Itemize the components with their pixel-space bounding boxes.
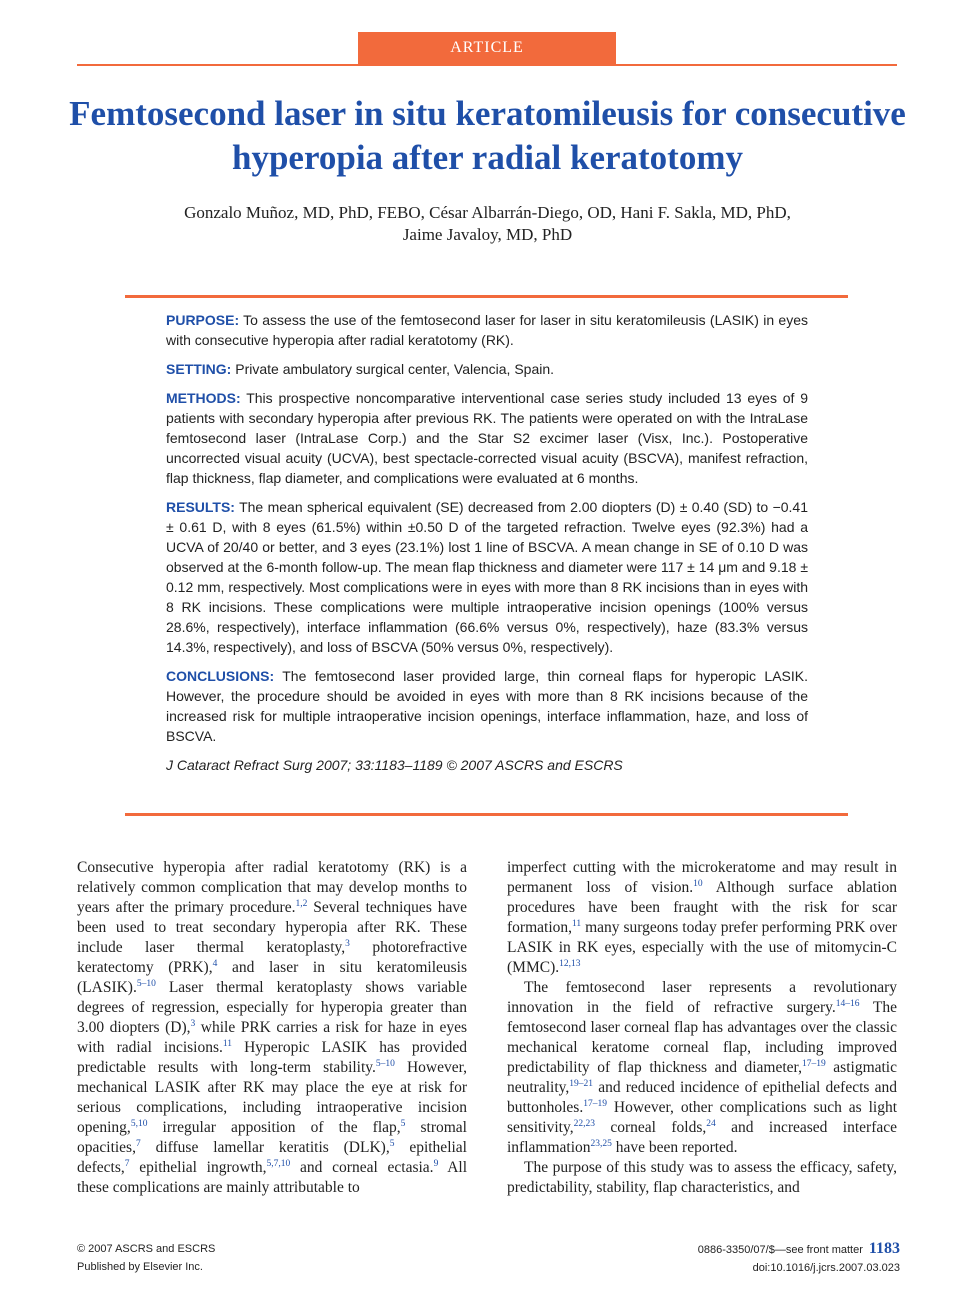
body-text: epithelial defects, — [77, 1139, 467, 1176]
body-paragraph — [507, 1158, 897, 1198]
reference-link[interactable]: 4 — [212, 958, 218, 969]
results-text: The mean spherical equivalent (SE) decreased from 2.00 diopters (D) ± 0.40 (SD) to −0.41 ± 0.61 D, with 8 eyes (61.5%) within ±0.50 D of the targeted refraction. Twelve eyes (92.3%) had a UCVA of 20/40 or better, and 3 eyes (23.1%) lost 1 line of BSCVA. A mean change in SE of 0.10 D was observed at the 6-month follow-up. The mean flap thickness and diameter were 117 ± 14 μm and 9.18 ± 0.12 mm, respectively. Most complications were in eyes with more than 8 RK incisions than in eyes with 8 RK incisions. These complications were multiple intraoperative incision openings (100% versus 28.6%, respectively), interface inflammation (66.6% versus 0%, respectively), haze (83.3% versus 14.3%, respectively), and loss of BSCVA (50% versus 0%, respectively). — [166, 499, 808, 655]
reference-link[interactable]: 3 — [345, 938, 350, 949]
setting-label: SETTING: — [166, 361, 232, 377]
reference-link[interactable]: 19–21 — [569, 1078, 594, 1089]
article-title: Femtosecond laser in situ keratomileusis for consecutive hyperopia after radial keratotomy — [69, 94, 906, 177]
body-text: imperfect cutting with the microkeratome and may result in permanent loss of vision. — [507, 859, 897, 896]
purpose-label: PURPOSE: — [166, 312, 240, 328]
body-text: irregular apposition of the flap, — [147, 1119, 401, 1136]
body-text: and corneal ectasia. — [290, 1159, 434, 1176]
body-text: The femtosecond laser represents a revolutionary innovation in the field of refractive surgery. — [507, 979, 897, 1016]
body-text: and reduced incidence of epithelial defects and buttonholes. — [507, 1079, 897, 1116]
publisher-notice: Published by Elsevier Inc. — [77, 1261, 203, 1273]
abstract — [166, 310, 808, 784]
body-text: Although surface ablation procedures have been fraught with the risk for scar formation, — [507, 879, 897, 936]
reference-link[interactable]: 23,25 — [590, 1138, 612, 1149]
body-text: The femtosecond laser corneal flap has advantages over the classic mechanical keratome corneal flap, including improved predictability of flap thickness and diameter, — [507, 999, 897, 1076]
abstract-setting — [166, 359, 808, 379]
purpose-text: To assess the use of the femtosecond laser for laser in situ keratomileusis (LASIK) in eyes with consecutive hyperopia after radial keratotomy (RK). — [166, 312, 808, 348]
author-list — [60, 202, 915, 246]
reference-link[interactable]: 5 — [389, 1138, 395, 1149]
body-text: stromal opacities, — [77, 1119, 467, 1156]
body-text: corneal folds, — [594, 1119, 707, 1136]
setting-text: Private ambulatory surgical center, Valencia, Spain. — [235, 361, 555, 377]
body-text: and increased interface inflammation — [507, 1119, 898, 1156]
abstract-bottom-rule — [125, 813, 848, 816]
page-number: 1183 — [868, 1240, 900, 1257]
body-paragraph — [507, 858, 897, 978]
conclusions-label: CONCLUSIONS: — [166, 668, 275, 684]
reference-link[interactable]: 7 — [135, 1138, 141, 1149]
body-column-left — [77, 858, 467, 1198]
body-text: Several techniques have been used to treat secondary hyperopia after RK. These include laser thermal keratoplasty, — [77, 899, 467, 956]
reference-link[interactable]: 17–19 — [583, 1098, 607, 1109]
reference-link[interactable]: 1,2 — [295, 898, 308, 909]
reference-link[interactable]: 24 — [706, 1118, 716, 1129]
copyright-notice: © 2007 ASCRS and ESCRS — [77, 1243, 216, 1255]
reference-link[interactable]: 22,23 — [573, 1118, 595, 1129]
body-text: The purpose of this study was to assess the efficacy, safety, predictability, stability, flap characteristics, and — [507, 1159, 897, 1196]
reference-link[interactable]: 14–16 — [835, 998, 860, 1009]
reference-link[interactable]: 11 — [222, 1038, 233, 1049]
reference-link[interactable]: 5–10 — [375, 1058, 395, 1069]
reference-link[interactable]: 17–19 — [801, 1058, 826, 1069]
abstract-results — [166, 497, 808, 657]
reference-link[interactable]: 5,10 — [130, 1118, 148, 1129]
results-label: RESULTS: — [166, 499, 235, 515]
body-text: However, mechanical LASIK after RK may place the eye at risk for serious complications, including intraoperative incision opening, — [77, 1059, 468, 1136]
abstract-purpose — [166, 310, 808, 350]
body-text: diffuse lamellar keratitis (DLK), — [140, 1139, 390, 1156]
body-paragraph — [77, 858, 467, 1198]
reference-link[interactable]: 5–10 — [136, 978, 156, 989]
body-text: Consecutive hyperopia after radial keratotomy (RK) is a relatively common complication that may develop months to years after the primary procedure. — [77, 859, 467, 916]
abstract-methods — [166, 388, 808, 488]
abstract-conclusions — [166, 666, 808, 746]
body-text: astigmatic neutrality, — [507, 1059, 897, 1096]
reference-link[interactable]: 10 — [693, 878, 703, 889]
issn-text: 0886-3350/07/$—see front matter — [697, 1244, 863, 1256]
issn-line — [580, 1240, 900, 1259]
abstract-top-rule — [125, 295, 848, 298]
body-text: and laser in situ keratomileusis (LASIK). — [77, 959, 467, 996]
body-text: while PRK carries a risk for haze in eyes with radial incisions. — [77, 1019, 467, 1056]
body-paragraph — [507, 978, 897, 1158]
methods-text: This prospective noncomparative interventional case series study included 13 eyes of 9 patients with secondary hyperopia after previous RK. The patients were operated on with the IntraLase femtosecond laser (IntraLase Corp.) and the Star S2 excimer laser (Visx, Inc.). Postoperative uncorrected visual acuity (UCVA), best spectacle-corrected visual acuity (BSCVA), manifest refraction, flap thickness, flap diameter, and complications were evaluated at 6 months. — [166, 390, 808, 486]
reference-link[interactable]: 12,13 — [559, 958, 581, 969]
body-text: However, other complications such as light sensitivity, — [507, 1099, 897, 1136]
body-text: All these complications are mainly attributable to — [77, 1159, 468, 1196]
journal-citation: J Cataract Refract Surg 2007; 33:1183–1189 © 2007 ASCRS and ESCRS — [166, 757, 623, 773]
reference-link[interactable]: 7 — [124, 1158, 130, 1169]
reference-link[interactable]: 5,7,10 — [266, 1158, 291, 1169]
body-text: Hyperopic LASIK has provided predictable results with long-term stability. — [77, 1039, 467, 1076]
methods-label: METHODS: — [166, 390, 241, 406]
author-line-2: Jaime Javaloy, MD, PhD — [402, 225, 573, 244]
body-text: photorefractive keratectomy (PRK), — [77, 939, 467, 976]
body-text: epithelial ingrowth, — [129, 1159, 267, 1176]
body-text: many surgeons today prefer performing PRK over LASIK in RK eyes, especially with the use of mitomycin-C (MMC). — [507, 919, 897, 976]
footer-right — [580, 1240, 900, 1277]
author-line-1: Gonzalo Muñoz, MD, PhD, FEBO, César Albarrán-Diego, OD, Hani F. Sakla, MD, PhD, — [184, 203, 791, 222]
body-text: have been reported. — [611, 1139, 738, 1156]
reference-link[interactable]: 3 — [190, 1018, 196, 1029]
doi-link[interactable]: doi:10.1016/j.jcrs.2007.03.023 — [752, 1262, 900, 1274]
section-label: ARTICLE — [358, 32, 616, 64]
reference-link[interactable]: 9 — [433, 1158, 439, 1169]
body-text: Laser thermal keratoplasty shows variable degrees of regression, especially for hyperopia greater than 3.00 diopters (D), — [77, 979, 467, 1036]
reference-link[interactable]: 5 — [400, 1118, 406, 1129]
reference-link[interactable]: 11 — [572, 918, 582, 929]
conclusions-text: The femtosecond laser provided large, thin corneal flaps for hyperopic LASIK. However, the procedure should be avoided in eyes with more than 8 RK incisions because of the increased risk for multiple intraoperative incision openings, interface inflammation, haze, and loss of BSCVA. — [166, 668, 808, 744]
body-column-right — [507, 858, 897, 1198]
header-rule — [77, 64, 897, 66]
footer-left — [77, 1240, 215, 1276]
